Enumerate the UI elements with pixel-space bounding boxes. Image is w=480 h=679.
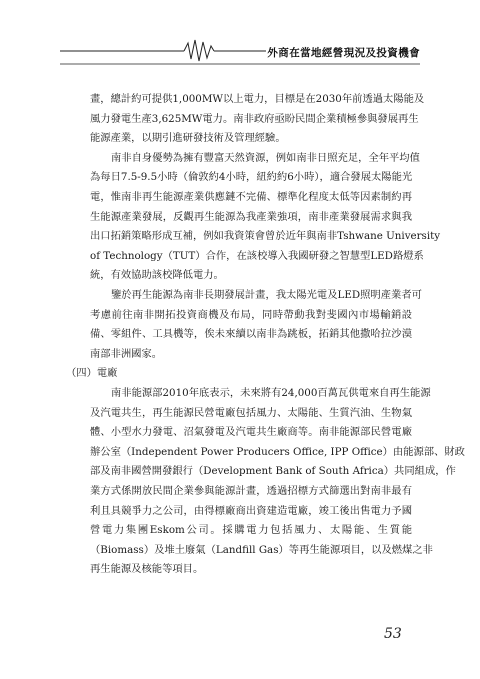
text-line: 電，惟南非再生能源產業供應鏈不完備、標準化程度太低等因素制約再 [90,190,412,203]
text-line: 利且具競爭力之公司，由得標廠商出資建造電廠，竣工後出售電力予國 [90,504,412,517]
text-line: 及汽電共生，再生能源民營電廠包括風力、太陽能、生質汽油、生物氣 [90,406,412,419]
text-line: 部及南非國營開發銀行（Development Bank of South Africa）共同組成，作 [90,465,456,478]
text-line: 出口拓銷策略形成互補，例如我資策會曾於近年與南非Tshwane University [90,230,441,243]
text-line: 備、零組件、工具機等，俟未來續以南非為跳板，拓銷其他撒哈拉沙漠 [90,328,412,341]
text-line: 辦公室（Independent Power Producers Office, IPP Office）由能源部、財政 [90,445,465,458]
text-line: 生能源產業發展，反觀再生能源為我產業強項，南非產業發展需求與我 [90,210,412,223]
body-top [90,90,441,364]
body-bottom [90,384,465,580]
running-header [0,34,480,66]
text-line: 統，有效協助該校降低電力。 [90,269,224,282]
section-heading: （四）電廠 [66,367,118,379]
text-line: 畫，總計約可提供1,000MW以上電力，目標是在2030年前透過太陽能及 [90,93,425,105]
text-line: （Biomass）及堆土廢氣（Landfill Gas）等再生能源項目，以及燃煤之非 [90,543,433,556]
text-line: 體、小型水力發電、沼氣發電及汽電共生廠商等。南非能源部民營電廠 [90,426,412,439]
header-title: 外商在當地經營現況及投資機會 [267,47,420,59]
text-line: 南非能源部2010年底表示，未來將有24,000百萬瓦供電來自再生能源 [111,387,431,399]
text-line: 營電力集團Eskom公司。採購電力包括風力、太陽能、生質能 [90,524,412,537]
text-line: 鑒於再生能源為南非長期發展計畫，我太陽光電及LED照明產業者可 [111,288,422,301]
page-number: 53 [384,626,402,642]
text-line: 業方式係開放民間企業參與能源計畫，透過招標方式篩選出對南非最有 [90,484,412,497]
text-line: 再生能源及核能等項目。 [90,563,204,576]
text-line: 考慮前往南非開拓投資商機及布局，同時帶動我對斐國內市場輸銷設 [90,308,412,321]
text-line: 南部非洲國家。 [90,347,163,360]
text-line: 能源產業，以期引進研發技術及管理經驗。 [90,132,286,145]
text-line: of Technology（TUT）合作，在該校導入我國研發之智慧型LED路燈系 [90,249,424,262]
text-line: 為每日7.5-9.5小時（倫敦約4小時，紐約約6小時），適合發展太陽能光 [90,171,413,184]
text-line: 南非自身優勢為擁有豐富天然資源，例如南非日照充足，全年平均值 [111,151,420,164]
text-line: 風力發電生產3,625MW電力。南非政府亟盼民間企業積極參與發展再生 [90,112,419,125]
